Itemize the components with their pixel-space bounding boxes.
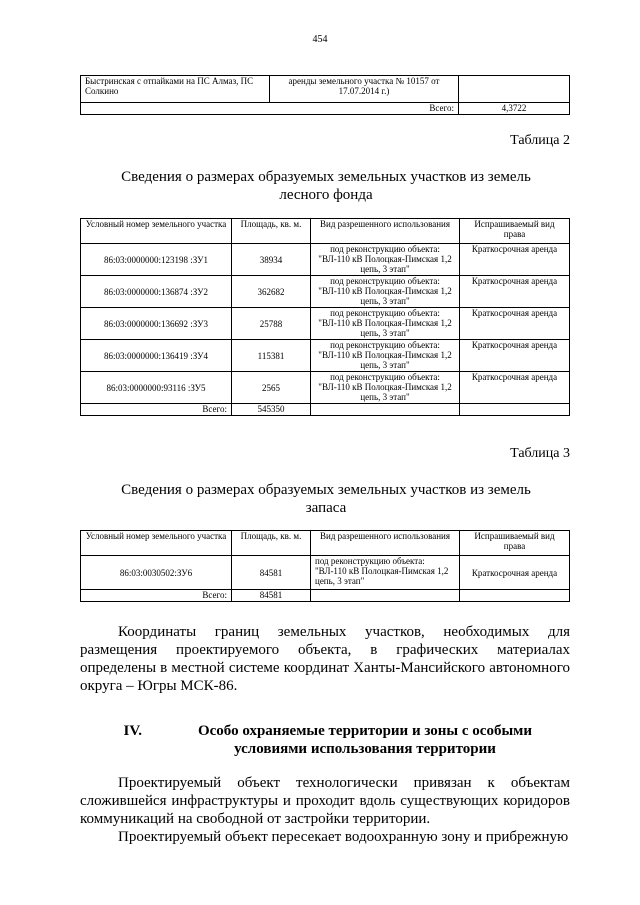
table2-row-area: 362682 <box>232 276 311 308</box>
section-number: IV. <box>123 723 142 739</box>
table2-row-use: под реконструкцию объекта: "ВЛ-110 кВ Полоцкая-Пимская 1,2 цепь, 3 этап" <box>311 276 460 308</box>
table3-total-label: Всего: <box>81 590 232 602</box>
table3-total-empty <box>311 590 460 602</box>
paragraph-infrastructure: Проектируемый объект технологически привязан к объектам сложившейся инфраструктуры и проходит вдоль существующих коридоров коммуникаций на свободной от застройки территории. <box>80 775 570 827</box>
top-table-total-label: Всего: <box>81 103 459 115</box>
table3-total-value: 84581 <box>232 590 311 602</box>
table2-row-use: под реконструкцию объекта: "ВЛ-110 кВ Полоцкая-Пимская 1,2 цепь, 3 этап" <box>311 244 460 276</box>
table3-row-right: Краткосрочная аренда <box>460 556 570 590</box>
table2-header-area: Площадь, кв. м. <box>232 219 311 244</box>
top-table-cell-name: Быстринская с отпайками на ПС Алмаз, ПС Солкино <box>81 76 270 103</box>
table2-label: Таблица 2 <box>510 133 570 148</box>
table2-row-right: Краткосрочная аренда <box>460 308 570 340</box>
table2-row-number: 86:03:0000000:136874 :ЗУ2 <box>81 276 232 308</box>
table3-label: Таблица 3 <box>510 446 570 461</box>
table2-row-right: Краткосрочная аренда <box>460 244 570 276</box>
table2 <box>80 218 570 416</box>
top-table-total-value: 4,3722 <box>459 103 570 115</box>
table2-row-use: под реконструкцию объекта: "ВЛ-110 кВ Полоцкая-Пимская 1,2 цепь, 3 этап" <box>311 308 460 340</box>
top-table-cell-empty <box>459 76 570 103</box>
table2-total-empty <box>460 404 570 416</box>
table2-row-area: 2565 <box>232 372 311 404</box>
table3-total-empty <box>460 590 570 602</box>
table2-row-use: под реконструкцию объекта: "ВЛ-110 кВ Полоцкая-Пимская 1,2 цепь, 3 этап" <box>311 372 460 404</box>
page-number: 454 <box>312 34 328 45</box>
table3-row-number: 86:03:0030502:ЗУ6 <box>81 556 232 590</box>
table3-row-area: 84581 <box>232 556 311 590</box>
section-heading <box>80 722 570 758</box>
table3-header-number: Условный номер земельного участка <box>81 531 232 556</box>
table3 <box>80 530 570 602</box>
table3-header-use: Вид разрешенного использования <box>311 531 460 556</box>
top-table-cell-lease: аренды земельного участка № 10157 от 17.07.2014 г.) <box>270 76 459 103</box>
paragraph-water-zone: Проектируемый объект пересекает водоохранную зону и прибрежную <box>118 829 569 845</box>
table3-caption: Сведения о размерах образуемых земельных участков из земель запаса <box>121 482 531 516</box>
table3-row-use: под реконструкцию объекта: "ВЛ-110 кВ Полоцкая-Пимская 1,2 цепь, 3 этап" <box>311 556 460 590</box>
coords-paragraph: Координаты границ земельных участков, необходимых для размещения проектируемого объекта, в графических материалах определены в местной системе координат Ханты-Мансийского автономного округа – Югры МСК-86. <box>80 624 570 694</box>
table2-row-right: Краткосрочная аренда <box>460 372 570 404</box>
section-title: Особо охраняемые территории и зоны с особыми условиями использования территории <box>197 723 533 757</box>
table2-row-number: 86:03:0000000:136692 :ЗУ3 <box>81 308 232 340</box>
table2-row-right: Краткосрочная аренда <box>460 340 570 372</box>
table2-row-number: 86:03:0000000:123198 :ЗУ1 <box>81 244 232 276</box>
table2-row-area: 25788 <box>232 308 311 340</box>
table2-header-number: Условный номер земельного участка <box>81 219 232 244</box>
table3-header-area: Площадь, кв. м. <box>232 531 311 556</box>
table3-header-right: Испрашиваемый вид права <box>460 531 570 556</box>
table2-row-number: 86:03:0000000:93116 :ЗУ5 <box>81 372 232 404</box>
table2-header-use: Вид разрешенного использования <box>311 219 460 244</box>
top-table <box>80 75 570 115</box>
table2-total-value: 545350 <box>232 404 311 416</box>
table2-row-area: 38934 <box>232 244 311 276</box>
table2-row-area: 115381 <box>232 340 311 372</box>
table2-total-empty <box>311 404 460 416</box>
table2-caption: Сведения о размерах образуемых земельных участков из земель лесного фонда <box>121 169 531 203</box>
table2-header-right: Испрашиваемый вид права <box>460 219 570 244</box>
table2-row-use: под реконструкцию объекта: "ВЛ-110 кВ Полоцкая-Пимская 1,2 цепь, 3 этап" <box>311 340 460 372</box>
table2-row-right: Краткосрочная аренда <box>460 276 570 308</box>
table2-total-label: Всего: <box>81 404 232 416</box>
table2-row-number: 86:03:0000000:136419 :ЗУ4 <box>81 340 232 372</box>
